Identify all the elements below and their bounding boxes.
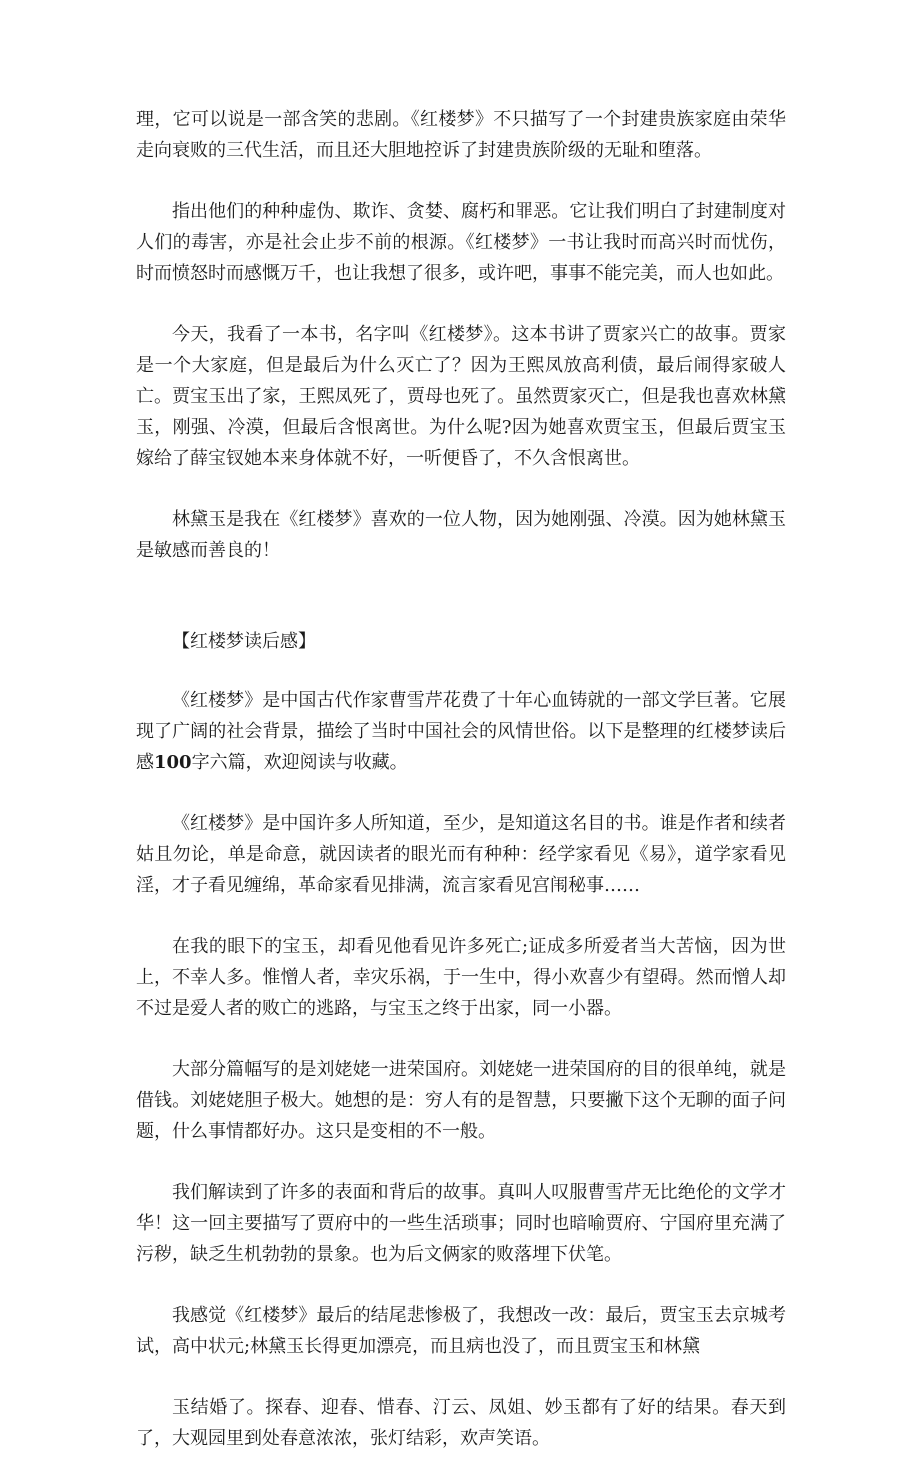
paragraph-8: 大部分篇幅写的是刘姥姥一进荣国府。刘姥姥一进荣国府的目的很单纯，就是借钱。刘姥姥胆子极大。她想的是：穷人有的是智慧，只要撇下这个无聊的面子问题，什么事情都好办。这只是变相的不一般。 (136, 1059, 786, 1142)
paragraph-2: 指出他们的种种虚伪、欺诈、贪婪、腐朽和罪恶。它让我们明白了封建制度对人们的毒害，亦是社会止步不前的根源。《红楼梦》一书让我时而高兴时而忧伤，时而愤怒时而感慨万千，也让我想了很多，或许吧，事事不能完美，而人也如此。 (136, 201, 786, 284)
document-page (136, 104, 786, 1484)
paragraph-3: 今天，我看了一本书，名字叫《红楼梦》。这本书讲了贾家兴亡的故事。贾家是一个大家庭，但是最后为什么灭亡了？因为王熙凤放高利债，最后闹得家破人亡。贾宝玉出了家，王熙凤死了，贾母也死了。虽然贾家灭亡，但是我也喜欢林黛玉，刚强、冷漠，但最后含恨离世。为什么呢?因为她喜欢贾宝玉，但最后贾宝玉嫁给了薛宝钗她本来身体就不好，一听便昏了，不久含恨离世。 (136, 324, 786, 469)
paragraph-7: 在我的眼下的宝玉，却看见他看见许多死亡;证成多所爱者当大苦恼，因为世上，不幸人多。惟憎人者，幸灾乐祸，于一生中，得小欢喜少有望碍。然而憎人却不过是爱人者的败亡的逃路，与宝玉之终于出家，同一小器。 (136, 936, 786, 1019)
paragraph-9: 我们解读到了许多的表面和背后的故事。真叫人叹服曹雪芹无比绝伦的文学才华！这一回主要描写了贾府中的一些生活琐事；同时也暗喻贾府、宁国府里充满了污秽，缺乏生机勃勃的景象。也为后文俩家的败落埋下伏笔。 (136, 1182, 786, 1265)
intro-number: 100 (154, 752, 192, 773)
intro-text-before: 《红楼梦》是中国古代作家曹雪芹花费了十年心血铸就的一部文学巨著。它展现了广阔的社会背景，描绘了当时中国社会的风情世俗。以下是整理的红楼梦读后感 (136, 690, 786, 773)
paragraph-11: 玉结婚了。探春、迎春、惜春、汀云、凤姐、妙玉都有了好的结果。春天到了，大观园里到处春意浓浓，张灯结彩，欢声笑语。 (136, 1397, 786, 1449)
intro-paragraph (136, 685, 786, 778)
intro-text-after: 字六篇，欢迎阅读与收藏。 (191, 752, 408, 773)
paragraph-10: 我感觉《红楼梦》最后的结尾悲惨极了，我想改一改：最后，贾宝玉去京城考试，高中状元;林黛玉长得更加漂亮，而且病也没了，而且贾宝玉和林黛 (136, 1305, 786, 1357)
paragraph-6: 《红楼梦》是中国许多人所知道，至少，是知道这名目的书。谁是作者和续者姑且勿论，单是命意，就因读者的眼光而有种种：经学家看见《易》，道学家看见淫，才子看见缠绵，革命家看见排满，流言家看见宫闱秘事…… (136, 813, 786, 896)
paragraph-4: 林黛玉是我在《红楼梦》喜欢的一位人物，因为她刚强、冷漠。因为她林黛玉是敏感而善良的！ (136, 509, 786, 561)
section-heading: 【红楼梦读后感】 (172, 631, 316, 652)
paragraph-1: 理，它可以说是一部含笑的悲剧。《红楼梦》不只描写了一个封建贵族家庭由荣华走向衰败的三代生活，而且还大胆地控诉了封建贵族阶级的无耻和堕落。 (136, 109, 786, 161)
